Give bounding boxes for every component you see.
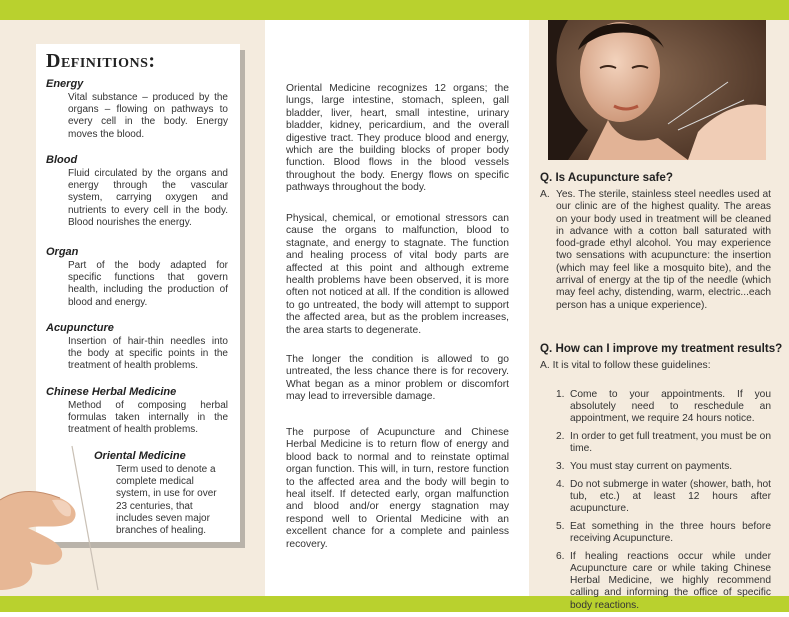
term-blood: Blood [46,154,78,166]
answer-safe: Yes. The sterile, stainless steel needles used at our clinic are of the highest quality. The areas on your body used in treatment will be cleaned in advance with a cotton ball saturated with food-grade ethyl alcohol. You may experience two sensations with acupuncture: the insertion (which may feel like a mosquito bite), and the arrival of energy at the tip of the needle (which may feel achy, distending, warm, electric...each person has a unique experience). [556,189,771,311]
desc-blood: Fluid circulated by the organs and energy through the vascular system, carrying oxygen and nutrients to every cell in the body. Blood nourishes the energy. [68,168,228,228]
answer-improve-lead: A. It is vital to follow these guidelines: [540,360,711,371]
top-accent-band [0,0,789,20]
answer-safe-prefix: A. [540,189,550,200]
paragraph-purpose: The purpose of Acupuncture and Chinese Herbal Medicine is to return flow of energy and blood back to normal and to reinstate optimal organ function. This will, in turn, restore function to the affected area and the body will begin to heal itself. If detected early, organ malfunction and blood and/or energy stagnation may respond well to Oriental Medicine with an excellent chance for a complete and painless recovery. [286,427,509,550]
term-oriental-medicine: Oriental Medicine [94,450,186,462]
desc-acupuncture: Insertion of hair-thin needles into the body at specific points in the treatment of health problems. [68,336,228,372]
paragraph-condition: The longer the condition is allowed to go untreated, the less chance there is for recovery. What began as a minor problem or discomfort may lead to irreversible damage. [286,354,509,403]
desc-chinese-herbal-medicine: Method of composing herbal formulas taken internally in the treatment of health problems. [68,400,228,436]
definitions-title: Definitions: [46,50,156,72]
term-energy: Energy [46,78,84,90]
term-organ: Organ [46,246,79,258]
guidelines-list [556,389,771,617]
question-safe: Q. Is Acupuncture safe? [540,171,673,184]
list-item: 5. Eat something in the three hours before receiving Acupuncture. [556,520,771,545]
paragraph-stressors: Physical, chemical, or emotional stressors can cause the organs to malfunction, blood to stagnate, and energy to stagnate. The function and healing process of vital body parts are affected at this point and although extreme health problems have been observed, it is more often not noticed at all. If the condition is allowed to go untreated, the body will attempt to support the affected area, but as the problem increases, the area starts to degenerate. [286,213,509,336]
list-item: 6. If healing reactions occur while under Acupuncture care or while taking Chinese Herbal Medicine, we highly recommend calling and informing the office of specific body reactions. [556,550,771,611]
desc-energy: Vital substance – produced by the organs – flowing on pathways to every cell in the body. Energy moves the blood. [68,92,228,140]
desc-oriental-medicine: Term used to denote a complete medical system, in use for over 23 centuries, that includes seven major branches of healing. [116,464,217,537]
hand-needle-illustration [0,440,110,600]
list-item: 2. In order to get full treatment, you must be on time. [556,431,771,455]
paragraph-organs: Oriental Medicine recognizes 12 organs; the lungs, large intestine, stomach, spleen, gall bladder, liver, heart, small intestine, urinary bladder, kidney, pericardium, and the overall digestive tract. They produce blood and energy, which are the building blocks of proper body function. Blood flows in the blood vessels throughout the body. Energy flows on specific pathways throughout the body. [286,83,509,194]
term-chinese-herbal-medicine: Chinese Herbal Medicine [46,386,177,398]
desc-organ: Part of the body adapted for specific functions that govern health, including the production of blood and energy. [68,260,228,308]
question-improve: Q. How can I improve my treatment results? [540,342,783,355]
list-item: 3. You must stay current on payments. [556,461,733,473]
term-acupuncture: Acupuncture [46,322,114,334]
acupuncture-photo [548,20,766,160]
list-item: 4. Do not submerge in water (shower, bath, hot tub, etc.) at least 12 hours after acupuncture. [556,478,771,515]
list-item: 1. Come to your appointments. If you absolutely need to reschedule an appointment, we require 24 hours notice. [556,389,771,425]
